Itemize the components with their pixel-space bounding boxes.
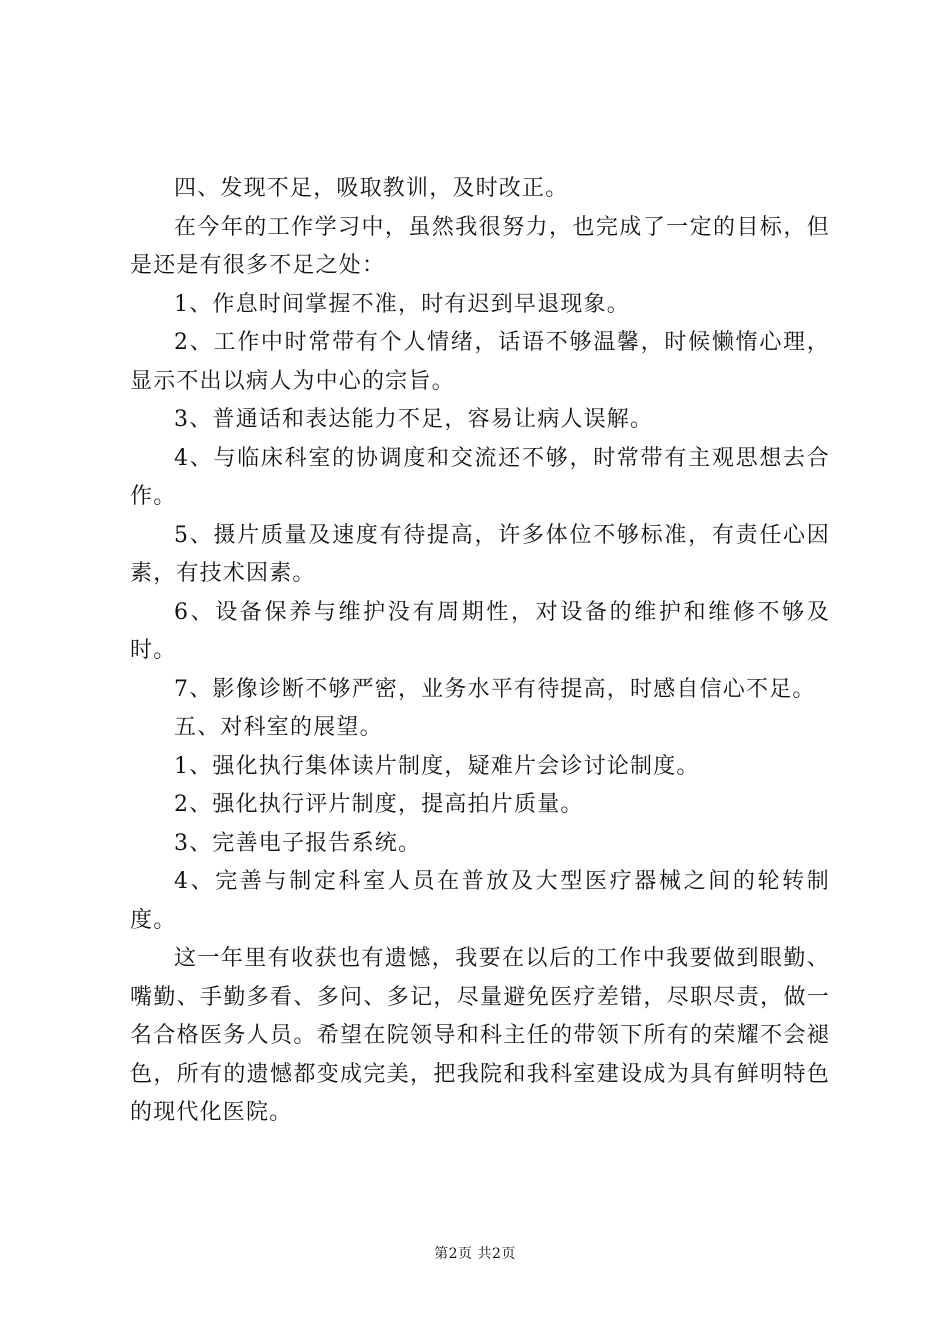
list-item: 6、设备保养与维护没有周期性，对设备的维护和维修不够及时。 xyxy=(130,599,830,663)
list-item: 4、完善与制定科室人员在普放及大型医疗器械之间的轮转制度。 xyxy=(130,869,830,933)
list-item: 1、强化执行集体读片制度，疑难片会诊讨论制度。 xyxy=(174,753,700,779)
list-item: 3、完善电子报告系统。 xyxy=(174,830,422,856)
list-item: 3、普通话和表达能力不足，容易让病人误解。 xyxy=(174,407,654,432)
page-footer: 第2页 共2页 xyxy=(434,1246,516,1262)
list-item: 4、与临床科室的协调度和交流还不够，时常带有主观思想去合作。 xyxy=(130,445,830,509)
list-item: 7、影像诊断不够严密，业务水平有待提高，时感自信心不足。 xyxy=(174,676,816,702)
heading-outlook: 五、对科室的展望。 xyxy=(174,715,383,740)
document-body xyxy=(130,170,830,1133)
list-item: 5、摄片质量及速度有待提高，许多体位不够标准，有责任心因素，有技术因素。 xyxy=(130,522,830,586)
heading-shortcomings: 四、发现不足，吸取教训，及时改正。 xyxy=(174,176,569,201)
list-item: 2、强化执行评片制度，提高拍片质量。 xyxy=(174,792,584,817)
paragraph-intro: 在今年的工作学习中，虽然我很努力，也完成了一定的目标，但是还是有很多不足之处： xyxy=(130,214,830,278)
paragraph-conclusion: 这一年里有收获也有遗憾，我要在以后的工作中我要做到眼勤、嘴勤、手勤多看、多问、多记，尽量避免医疗差错，尽职尽责，做一名合格医务人员。希望在院领导和科主任的带领下所有的荣耀不会褪色，所有的遗憾都变成完美，把我院和我科室建设成为具有鲜明特色的现代化医院。 xyxy=(130,946,830,1125)
list-item: 2、工作中时常带有个人情绪，话语不够温馨，时候懒惰心理，显示不出以病人为中心的宗旨。 xyxy=(130,330,830,394)
list-item: 1、作息时间掌握不准，时有迟到早退现象。 xyxy=(174,291,630,317)
